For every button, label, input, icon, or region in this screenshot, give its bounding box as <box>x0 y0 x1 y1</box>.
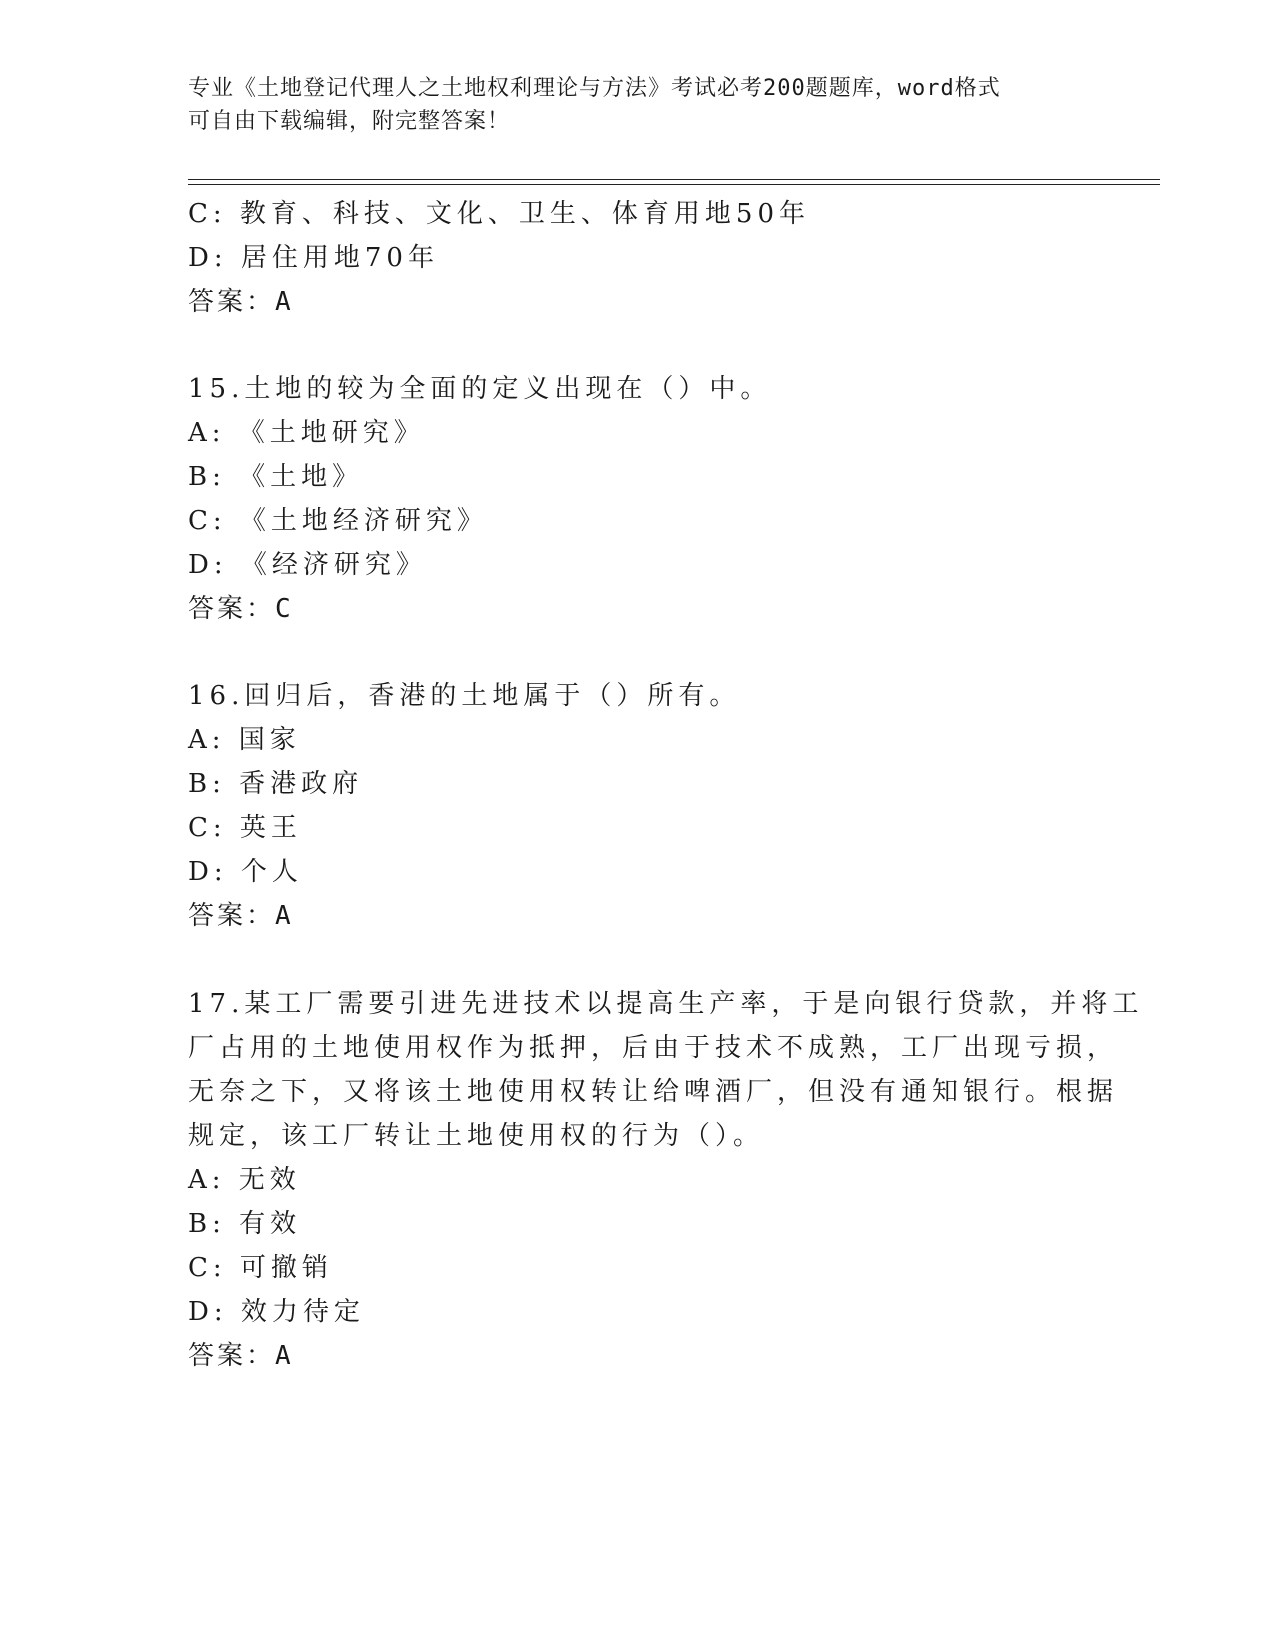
header-divider-bottom <box>188 184 1160 185</box>
answer-label: 答案： <box>188 1341 276 1371</box>
answer-value: A <box>275 901 294 931</box>
question-stem-line-2: 厂占用的土地使用权作为抵押，后由于技术不成熟，工厂出现亏损， <box>188 1033 1119 1063</box>
option-a: A: 国家 <box>188 725 301 755</box>
question-stem-line-4: 规定，该工厂转让土地使用权的行为（）。 <box>188 1121 765 1151</box>
answer-value: A <box>275 287 294 317</box>
answer-label: 答案： <box>188 287 276 317</box>
option-d: D: 效力待定 <box>188 1297 365 1327</box>
header-divider-top <box>188 179 1160 180</box>
answer-value: A <box>275 1341 294 1371</box>
header-line-1: 专业《土地登记代理人之土地权利理论与方法》考试必考200题题库，word格式 <box>188 76 1001 101</box>
option-b: B: 香港政府 <box>188 769 364 799</box>
answer-line <box>188 281 294 318</box>
question-stem-line-3: 无奈之下，又将该土地使用权转让给啤酒厂，但没有通知银行。根据 <box>188 1077 1119 1107</box>
option-c: C: 教育、科技、文化、卫生、体育用地50年 <box>188 199 811 229</box>
question-stem: 16.回归后，香港的土地属于（）所有。 <box>188 681 741 711</box>
answer-label: 答案： <box>188 594 276 624</box>
answer-line <box>188 895 294 932</box>
option-d: D: 个人 <box>188 857 303 887</box>
option-a: A: 《土地研究》 <box>188 418 425 448</box>
option-b: B: 有效 <box>188 1209 302 1239</box>
answer-label: 答案： <box>188 901 276 931</box>
answer-value: C <box>275 594 294 624</box>
answer-line <box>188 1335 294 1372</box>
option-b: B: 《土地》 <box>188 462 364 492</box>
document-header <box>188 72 1088 138</box>
option-c: C: 《土地经济研究》 <box>188 506 488 536</box>
option-a: A: 无效 <box>188 1165 301 1195</box>
option-d: D: 《经济研究》 <box>188 550 427 580</box>
option-d: D: 居住用地70年 <box>188 243 439 273</box>
answer-line <box>188 588 294 625</box>
question-stem-line-1: 17.某工厂需要引进先进技术以提高生产率，于是向银行贷款，并将工 <box>188 989 1144 1019</box>
option-c: C: 可撤销 <box>188 1253 333 1283</box>
question-stem: 15.土地的较为全面的定义出现在（）中。 <box>188 374 772 404</box>
header-line-2: 可自由下载编辑，附完整答案！ <box>188 109 511 134</box>
option-c: C: 英王 <box>188 813 302 843</box>
